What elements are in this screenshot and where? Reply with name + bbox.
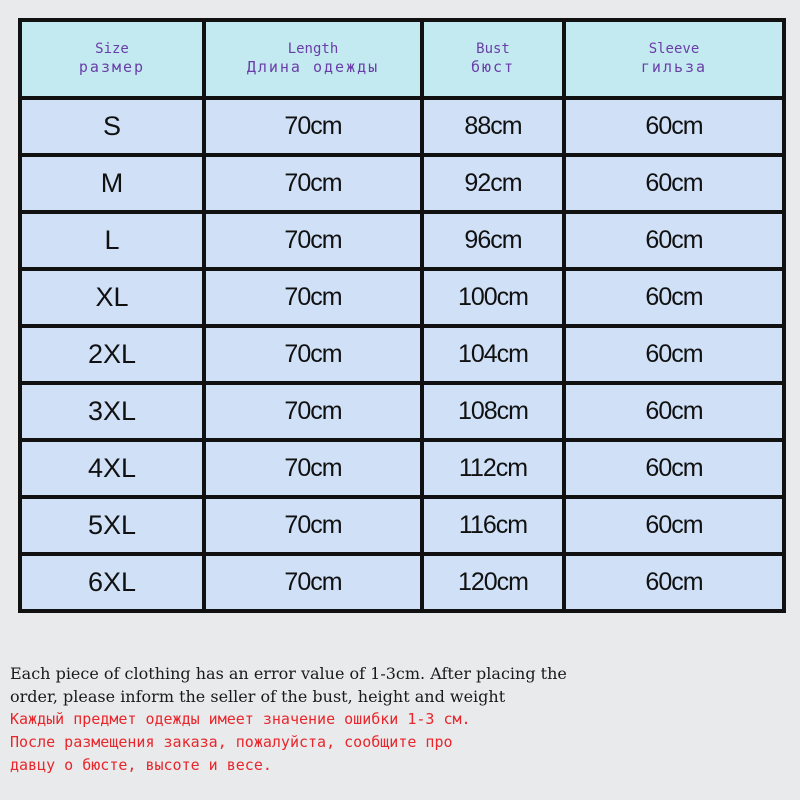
size-cell: XL (20, 269, 204, 326)
size-cell: L (20, 212, 204, 269)
length-cell: 70cm (204, 155, 422, 212)
note-en-line-2: order, please inform the seller of the bust, height and weight (10, 687, 506, 706)
table-row (20, 269, 784, 326)
header-sleeve (564, 20, 784, 98)
table-row (20, 554, 784, 611)
header-size-en: Size (95, 40, 129, 57)
sleeve-cell: 60cm (564, 212, 784, 269)
bust-cell: 108cm (422, 383, 564, 440)
bust-cell: 88cm (422, 98, 564, 155)
header-sleeve-en: Sleeve (648, 40, 700, 57)
header-bust-ru: бюст (470, 58, 516, 77)
table-row (20, 155, 784, 212)
header-length-en: Length (287, 40, 339, 57)
header-sleeve-ru: гильза (640, 58, 708, 77)
length-cell: 70cm (204, 383, 422, 440)
table-row (20, 98, 784, 155)
sleeve-cell: 60cm (564, 98, 784, 155)
note-ru-line-3: давцу о бюсте, высоте и весе. (10, 756, 272, 774)
header-length (204, 20, 422, 98)
header-size (20, 20, 204, 98)
table-row (20, 212, 784, 269)
size-cell: 4XL (20, 440, 204, 497)
note-ru-line-2: После размещения заказа, пожалуйста, сообщите про (10, 733, 453, 751)
header-length-ru: Длина одежды (246, 58, 380, 77)
length-cell: 70cm (204, 497, 422, 554)
note-en-line-1: Each piece of clothing has an error value of 1-3cm. After placing the (10, 664, 567, 683)
size-cell: 3XL (20, 383, 204, 440)
length-cell: 70cm (204, 269, 422, 326)
sleeve-cell: 60cm (564, 497, 784, 554)
length-cell: 70cm (204, 554, 422, 611)
table-row (20, 440, 784, 497)
header-bust (422, 20, 564, 98)
bust-cell: 100cm (422, 269, 564, 326)
sleeve-cell: 60cm (564, 554, 784, 611)
bust-cell: 112cm (422, 440, 564, 497)
sleeve-cell: 60cm (564, 155, 784, 212)
sleeve-cell: 60cm (564, 440, 784, 497)
length-cell: 70cm (204, 98, 422, 155)
length-cell: 70cm (204, 326, 422, 383)
length-cell: 70cm (204, 440, 422, 497)
table-row (20, 383, 784, 440)
note-ru-line-1: Каждый предмет одежды имеет значение ошибки 1-3 см. (10, 710, 471, 728)
bust-cell: 92cm (422, 155, 564, 212)
length-cell: 70cm (204, 212, 422, 269)
bust-cell: 120cm (422, 554, 564, 611)
size-cell: S (20, 98, 204, 155)
size-cell: 6XL (20, 554, 204, 611)
size-chart-table (18, 18, 786, 613)
table-row (20, 326, 784, 383)
header-row (20, 20, 784, 98)
bust-cell: 104cm (422, 326, 564, 383)
size-cell: 5XL (20, 497, 204, 554)
bust-cell: 96cm (422, 212, 564, 269)
bust-cell: 116cm (422, 497, 564, 554)
header-bust-en: Bust (476, 40, 510, 57)
sleeve-cell: 60cm (564, 326, 784, 383)
size-cell: M (20, 155, 204, 212)
size-cell: 2XL (20, 326, 204, 383)
sleeve-cell: 60cm (564, 269, 784, 326)
header-size-ru: размер (78, 58, 146, 77)
measurement-note (10, 662, 795, 777)
table-row (20, 497, 784, 554)
sleeve-cell: 60cm (564, 383, 784, 440)
